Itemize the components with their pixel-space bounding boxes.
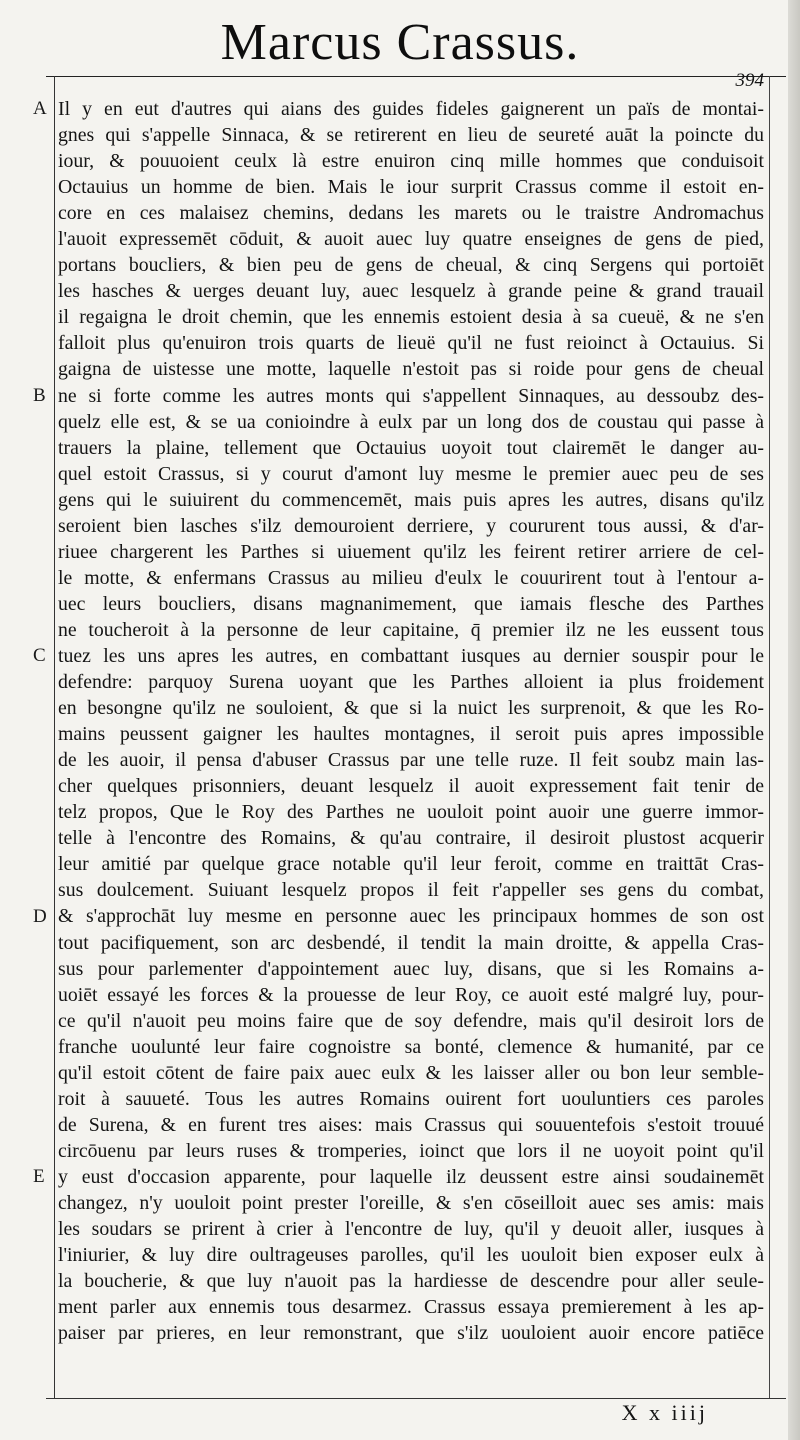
right-margin-rule: [769, 76, 770, 1398]
text-line: l'auoit expressemēt cōduit, & auoit auec luy quatre enseignes de gens de pied,: [58, 228, 764, 251]
text-line: tuez les uns apres les autres, en combattant iusques au dernier souspir pour le: [58, 644, 764, 667]
page-title: Marcus Crassus.: [220, 14, 580, 71]
text-line: sus pour parlementer d'appointement auec luy, disans, que si les Romains a-: [58, 957, 764, 980]
text-line: seroient bien lasches s'ilz demouroient derriere, y coururent tous aussi, & d'ar-: [58, 514, 764, 537]
text-line: les hasches & uerges deuant luy, auec lesquelz à grande peine & grand trauail: [58, 280, 764, 303]
text-line: changez, n'y uouloit point prester l'oreille, & s'en cōseilloit auec ses amis: mais: [58, 1191, 764, 1214]
text-line: de les auoir, il pensa d'abuser Crassus par une telle ruze. Il feit soubz main las-: [58, 749, 764, 772]
bottom-rule: [46, 1398, 786, 1399]
text-line: telle à l'encontre des Romains, & qu'au contraire, il desiroit plustost acquerir: [58, 827, 764, 850]
text-line: ment parler aux ennemis tous desarmez. Crassus essaya premierement à les ap-: [58, 1296, 764, 1319]
text-line: paiser par prieres, en leur remonstrant, que s'ilz uouloient auoir encore patiēce: [58, 1322, 764, 1345]
text-line: trauers la plaine, tellement que Octauius uoyoit tout clairemēt le danger au-: [58, 436, 764, 459]
text-line: quelz elle est, & se ua conioindre à eulx par un long dos de coustau qui passe à: [58, 410, 764, 433]
text-line: uec leurs boucliers, disans magnanimement, que iamais flesche des Parthes: [58, 592, 764, 615]
text-line: y eust d'occasion apparente, pour laquelle ilz deussent estre ainsi soudainemēt: [58, 1165, 764, 1188]
text-line: core en ces malaisez chemins, dedans les marets ou le traistre Andromachus: [58, 202, 764, 225]
text-line: sus doulcement. Suiuant lesquelz propos il feit r'appeller ses gens du combat,: [58, 879, 764, 902]
text-line: iour, & pouuoient ceulx là estre enuiron cinq mille hommes que conduisoit: [58, 150, 764, 173]
text-line: gnes qui s'appelle Sinnaca, & se retirerent en lieu de seureté auāt la poincte du: [58, 124, 764, 147]
text-line: circōuenu par leurs ruses & tromperies, ioinct que lors il ne uoyoit point qu'il: [58, 1139, 764, 1162]
text-line: telz propos, Que le Roy des Parthes ne uouloit point auoir une guerre immor-: [58, 801, 764, 824]
text-line: en besongne qu'ilz ne souloient, & que si la nuict les surprenoit, & que les Ro-: [58, 697, 764, 720]
text-line: roit à sauueté. Tous les autres Romains ouirent fort uouluntiers ces paroles: [58, 1087, 764, 1110]
text-line: la boucherie, & que luy n'auoit pas la hardiesse de descendre pour aller seule-: [58, 1270, 764, 1293]
text-line: leur amitié par quelque grace notable qu'il leur feroit, comme en traittāt Cras-: [58, 853, 764, 876]
text-line: ce qu'il n'auoit peu moins faire que de soy defendre, mais qu'il desiroit lors de: [58, 1009, 764, 1032]
text-line: le motte, & enfermans Crassus au milieu d'eulx le couurirent tout à l'entour a-: [58, 566, 764, 589]
scan-edge: [788, 0, 800, 1440]
text-line: les soudars se prirent à crier à l'encontre de luy, qu'il y deuoit aller, iusques à: [58, 1218, 764, 1241]
folio-number: 394: [735, 70, 764, 91]
body-text: [58, 96, 764, 1346]
margin-marker: E: [33, 1166, 45, 1188]
text-line: mains peussent gaigner les haultes montagnes, il seroit puis apres impossible: [58, 723, 764, 746]
text-line: defendre: parquoy Surena uoyant que les Parthes alloient ia plus froidement: [58, 671, 764, 694]
text-line: cher quelques prisonniers, deuant lesquelz il auoit expressement fait tenir de: [58, 775, 764, 798]
text-line: uoiēt essayé les forces & la prouesse de leur Roy, ce auoit esté malgré luy, pour-: [58, 983, 764, 1006]
text-line: riuee chargerent les Parthes si uiuement qu'ilz les feirent retirer arriere de cel-: [58, 540, 764, 563]
text-line: falloit plus qu'enuiron trois quarts de lieuë qu'il ne fust reioinct à Octauius. Si: [58, 332, 764, 355]
margin-marker: C: [33, 645, 46, 667]
text-line: l'iniurier, & luy dire oultrageuses parolles, qu'il les uouloit bien exposer eulx à: [58, 1244, 764, 1267]
margin-marker: B: [33, 384, 46, 406]
text-line: ne toucheroit à la personne de leur capitaine, q̄ premier ilz ne les eussent tous: [58, 618, 764, 641]
text-line: & s'approchāt luy mesme en personne auec les principaux hommes de son ost: [58, 905, 764, 928]
text-line: ne si forte comme les autres monts qui s'appellent Sinnaques, au dessoubz des-: [58, 384, 764, 407]
text-line: de Surena, & en furent tres aises: mais Crassus qui souuentefois s'estoit trouué: [58, 1113, 764, 1136]
text-line: il regaigna le droit chemin, que les ennemis estoient desia à sa cueuë, & ne s'en: [58, 306, 764, 329]
text-line: Octauius un homme de bien. Mais le iour surprit Crassus comme il estoit en-: [58, 176, 764, 199]
text-line: franche uoulunté leur faire cognoistre sa bonté, clemence & humanité, par ce: [58, 1035, 764, 1058]
text-line: gens qui le suiuirent du commencemēt, mais puis apres les autres, disans qu'ilz: [58, 488, 764, 511]
margin-marker: D: [33, 905, 47, 927]
text-line: Il y en eut d'autres qui aians des guides fideles gaignerent un païs de montai-: [58, 98, 764, 120]
left-margin-rule: [54, 76, 55, 1398]
margin-marker: A: [33, 98, 47, 119]
text-line: gaigna de uistesse une motte, laquelle n'estoit pas si roide pour gens de cheual: [58, 358, 764, 381]
text-line: tout pacifiquement, son arc desbendé, il tendit la main droitte, & appella Cras-: [58, 931, 764, 954]
signature-mark: X x iiij: [621, 1400, 708, 1425]
text-line: quel estoit Crassus, si y courut d'amont luy mesme le premier auec peu de ses: [58, 462, 764, 485]
text-line: qu'il estoit cōtent de faire paix auec eulx & les laisser aller ou bon leur semble-: [58, 1061, 764, 1084]
page-header: [0, 14, 800, 72]
text-line: portans boucliers, & bien peu de gens de cheual, & cinq Sergens qui portoiēt: [58, 254, 764, 277]
top-rule: [46, 76, 786, 77]
